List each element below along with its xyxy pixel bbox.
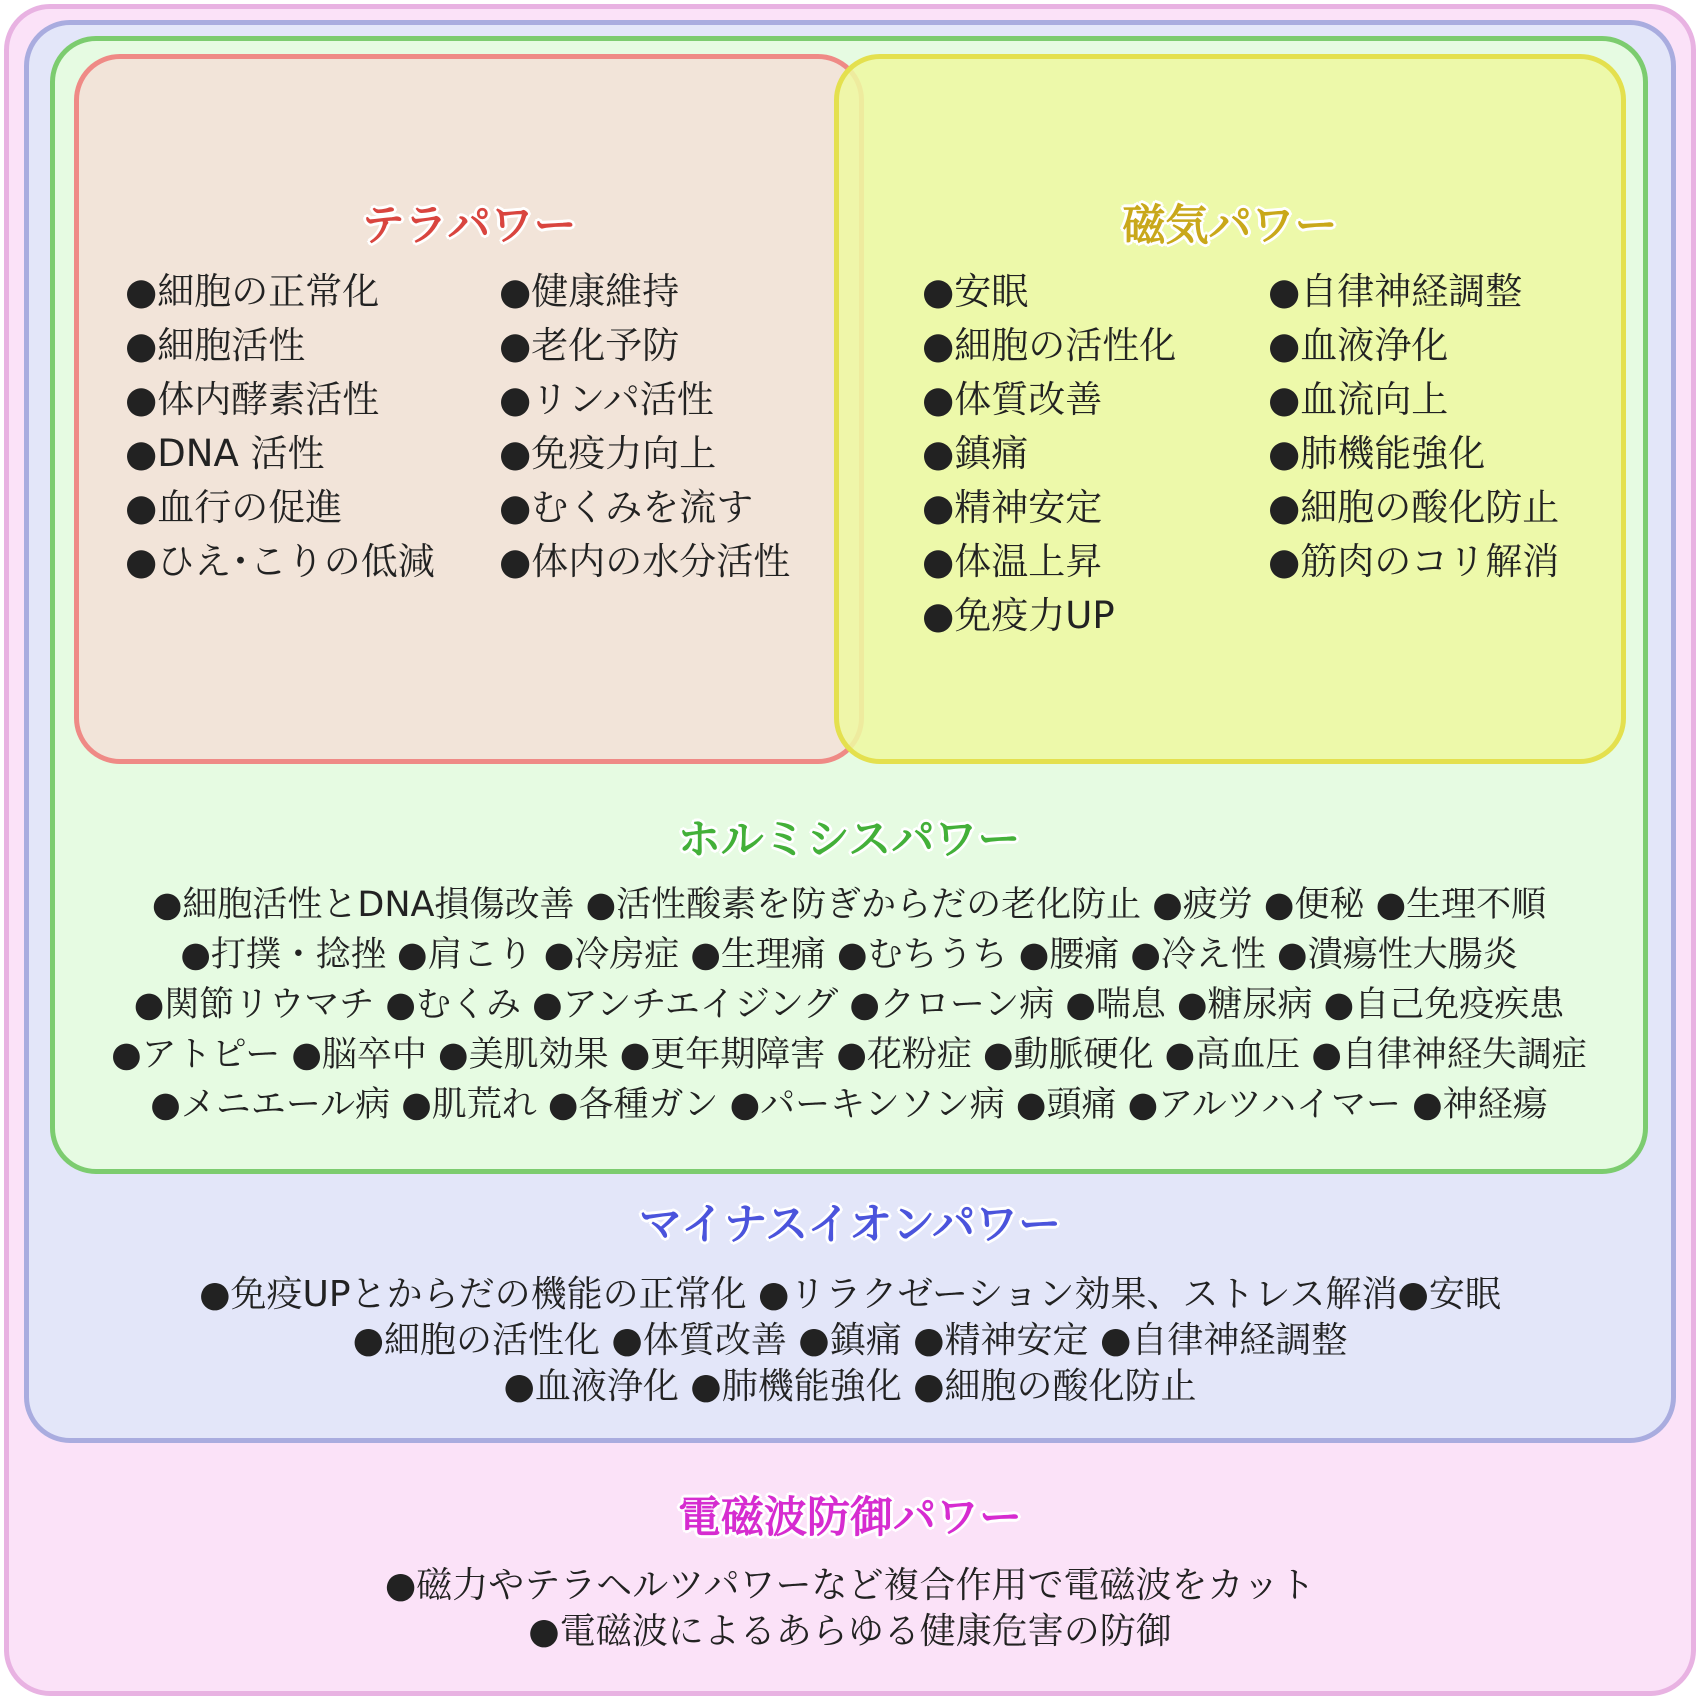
text-line: ●メニエール病 ●肌荒れ ●各種ガン ●パーキンソン病 ●頭痛 ●アルツハイマー ●神経瘍 — [150, 1085, 1548, 1125]
text-line: ●細胞活性とDNA損傷改善 ●活性酸素を防ぎからだの老化防止 ●疲労 ●便秘 ●生理不順 — [151, 885, 1547, 925]
list-item: ●筋肉のコリ解消 — [1268, 540, 1560, 583]
list-item: ●体質改善 — [922, 378, 1103, 421]
text-line: ●免疫UPとからだの機能の正常化 ●リラクゼーション効果、ストレス解消●安眠 — [199, 1274, 1501, 1315]
text-line: ●細胞の活性化 ●体質改善 ●鎮痛 ●精神安定 ●自律神経調整 — [352, 1320, 1348, 1361]
list-item: ●細胞活性 — [125, 324, 306, 367]
text-line: ●電磁波によるあらゆる健康危害の防御 — [528, 1611, 1172, 1652]
hormesis-title: ホルミシスパワー — [677, 815, 1021, 865]
magnetic-title: 磁気パワー — [1122, 201, 1338, 251]
list-item: ●リンパ活性 — [499, 378, 714, 421]
text-line: ●関節リウマチ ●むくみ ●アンチエイジング ●クローン病 ●喘息 ●糖尿病 ●自己免疫疾患 — [133, 985, 1565, 1025]
magnetic-list-left — [922, 265, 1176, 643]
list-item: ●体温上昇 — [922, 540, 1103, 583]
list-item: ●免疫力向上 — [499, 432, 717, 475]
minus-ion-benefits — [24, 1272, 1676, 1410]
list-item: ●細胞の活性化 — [922, 324, 1177, 367]
list-item: ●体内酵素活性 — [125, 378, 380, 421]
list-item: ●ひえ･こりの低減 — [125, 540, 435, 583]
text-line: ●磁力やテラヘルツパワーなど複合作用で電磁波をカット — [384, 1565, 1316, 1606]
list-item: ●老化予防 — [499, 324, 680, 367]
list-item: ●血液浄化 — [1268, 324, 1449, 367]
minus-ion-title: マイナスイオンパワー — [638, 1200, 1062, 1250]
list-item: ●鎮痛 — [922, 432, 1029, 475]
list-item: ●むくみを流す — [499, 486, 754, 529]
em-defense-benefits — [4, 1563, 1696, 1655]
tera-list-right — [499, 265, 790, 589]
magnetic-list-right — [1268, 265, 1559, 589]
list-item: ●細胞の正常化 — [125, 270, 380, 313]
list-item: ●健康維持 — [499, 270, 680, 313]
list-item: ●自律神経調整 — [1268, 270, 1523, 313]
text-line: ●アトピー ●脳卒中 ●美肌効果 ●更年期障害 ●花粉症 ●動脈硬化 ●高血圧 ●自律神経失調症 — [111, 1035, 1587, 1075]
list-item: ●安眠 — [922, 270, 1029, 313]
tera-title: テラパワー — [361, 201, 577, 251]
list-item: ●体内の水分活性 — [499, 540, 791, 583]
em-defense-title: 電磁波防御パワー — [678, 1493, 1022, 1543]
text-line: ●打撲・捻挫 ●肩こり ●冷房症 ●生理痛 ●むちうち ●腰痛 ●冷え性 ●潰瘍性大腸炎 — [180, 935, 1518, 975]
list-item: ●肺機能強化 — [1268, 432, 1486, 475]
list-item: ●精神安定 — [922, 486, 1103, 529]
list-item: ●DNA 活性 — [125, 432, 325, 475]
list-item: ●免疫力UP — [922, 594, 1115, 637]
tera-list-left — [125, 265, 435, 589]
text-line: ●血液浄化 ●肺機能強化 ●細胞の酸化防止 — [503, 1366, 1197, 1407]
hormesis-benefits — [50, 880, 1648, 1130]
list-item: ●血行の促進 — [125, 486, 343, 529]
list-item: ●血流向上 — [1268, 378, 1449, 421]
list-item: ●細胞の酸化防止 — [1268, 486, 1560, 529]
